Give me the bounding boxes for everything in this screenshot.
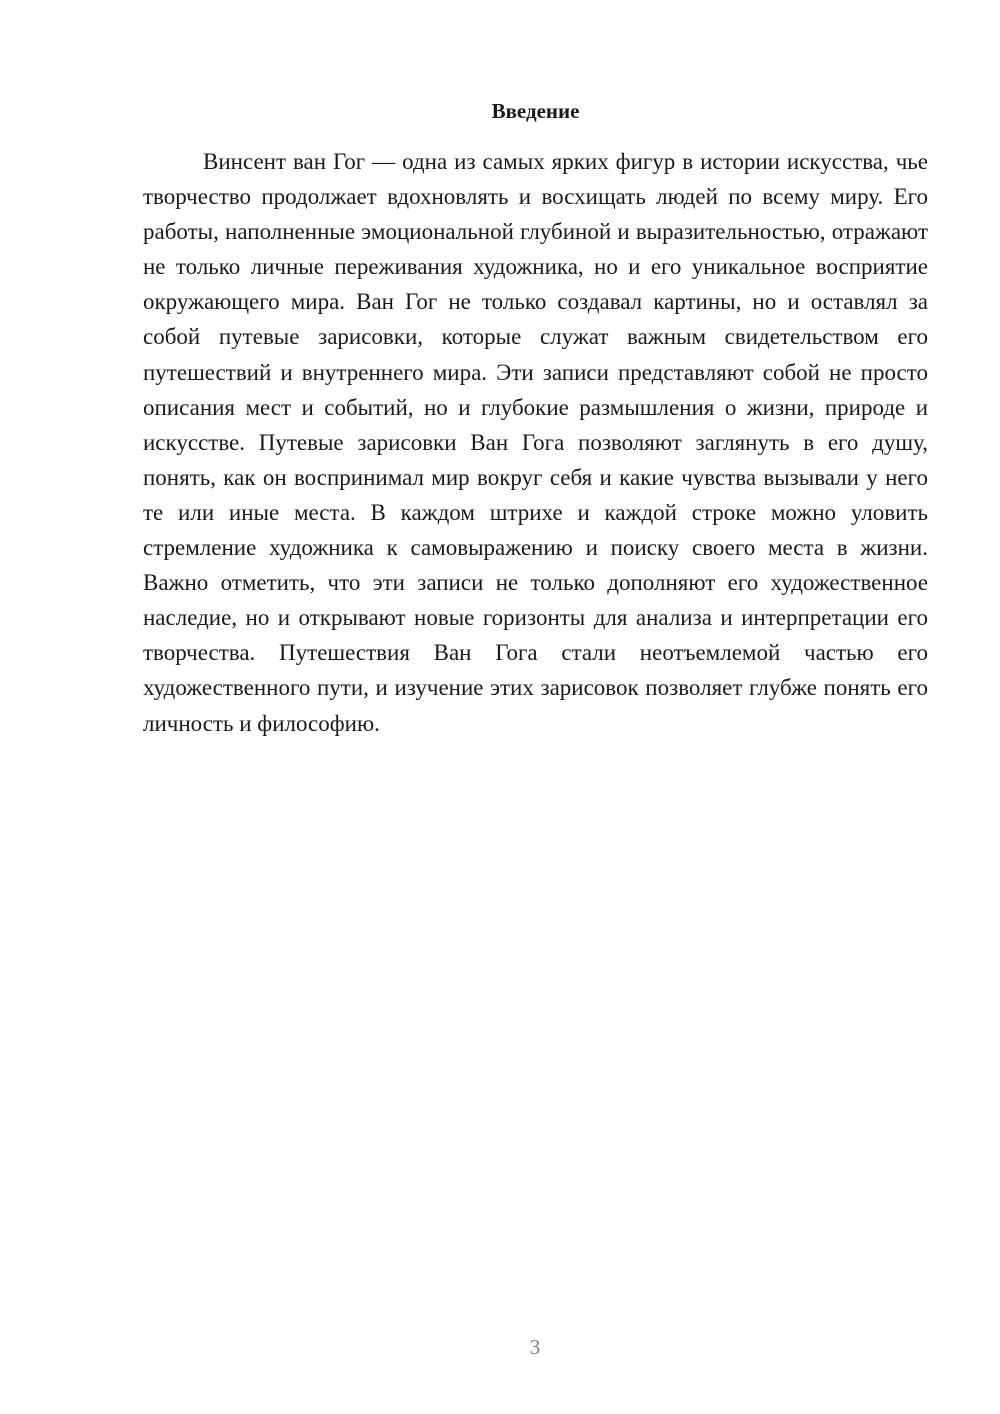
page-number: 3 — [529, 1335, 541, 1359]
section-heading: Введение — [491, 99, 580, 123]
body-paragraph: Винсент ван Гог — одна из самых ярких фигур в истории искусства, чье творчество продолжает вдохновлять и восхищать людей по всему миру. Его работы, наполненные эмоциональной глубиной и выразительностью, отражают не только личные переживания художника, но и его уникальное восприятие окружающего мира. Ван Гог не только создавал картины, но и оставлял за собой путевые зарисовки, которые служат важным свидетельством его путешествий и внутреннего мира. Эти записи представляют собой не просто описания мест и событий, но и глубокие размышления о жизни, природе и искусстве. Путевые зарисовки Ван Гога позволяют заглянуть в его душу, понять, как он воспринимал мир вокруг себя и какие чувства вызывали у него те или иные места. В каждом штрихе и каждой строке можно уловить стремление художника к самовыражению и поиску своего места в жизни. Важно отметить, что эти записи не только дополняют его художественное наследие, но и открывают новые горизонты для анализа и интерпретации его творчества. Путешествия Ван Гога стали неотъемлемой частью его художественного пути, и изучение этих зарисовок позволяет глубже понять его личность и философию. — [143, 149, 928, 736]
